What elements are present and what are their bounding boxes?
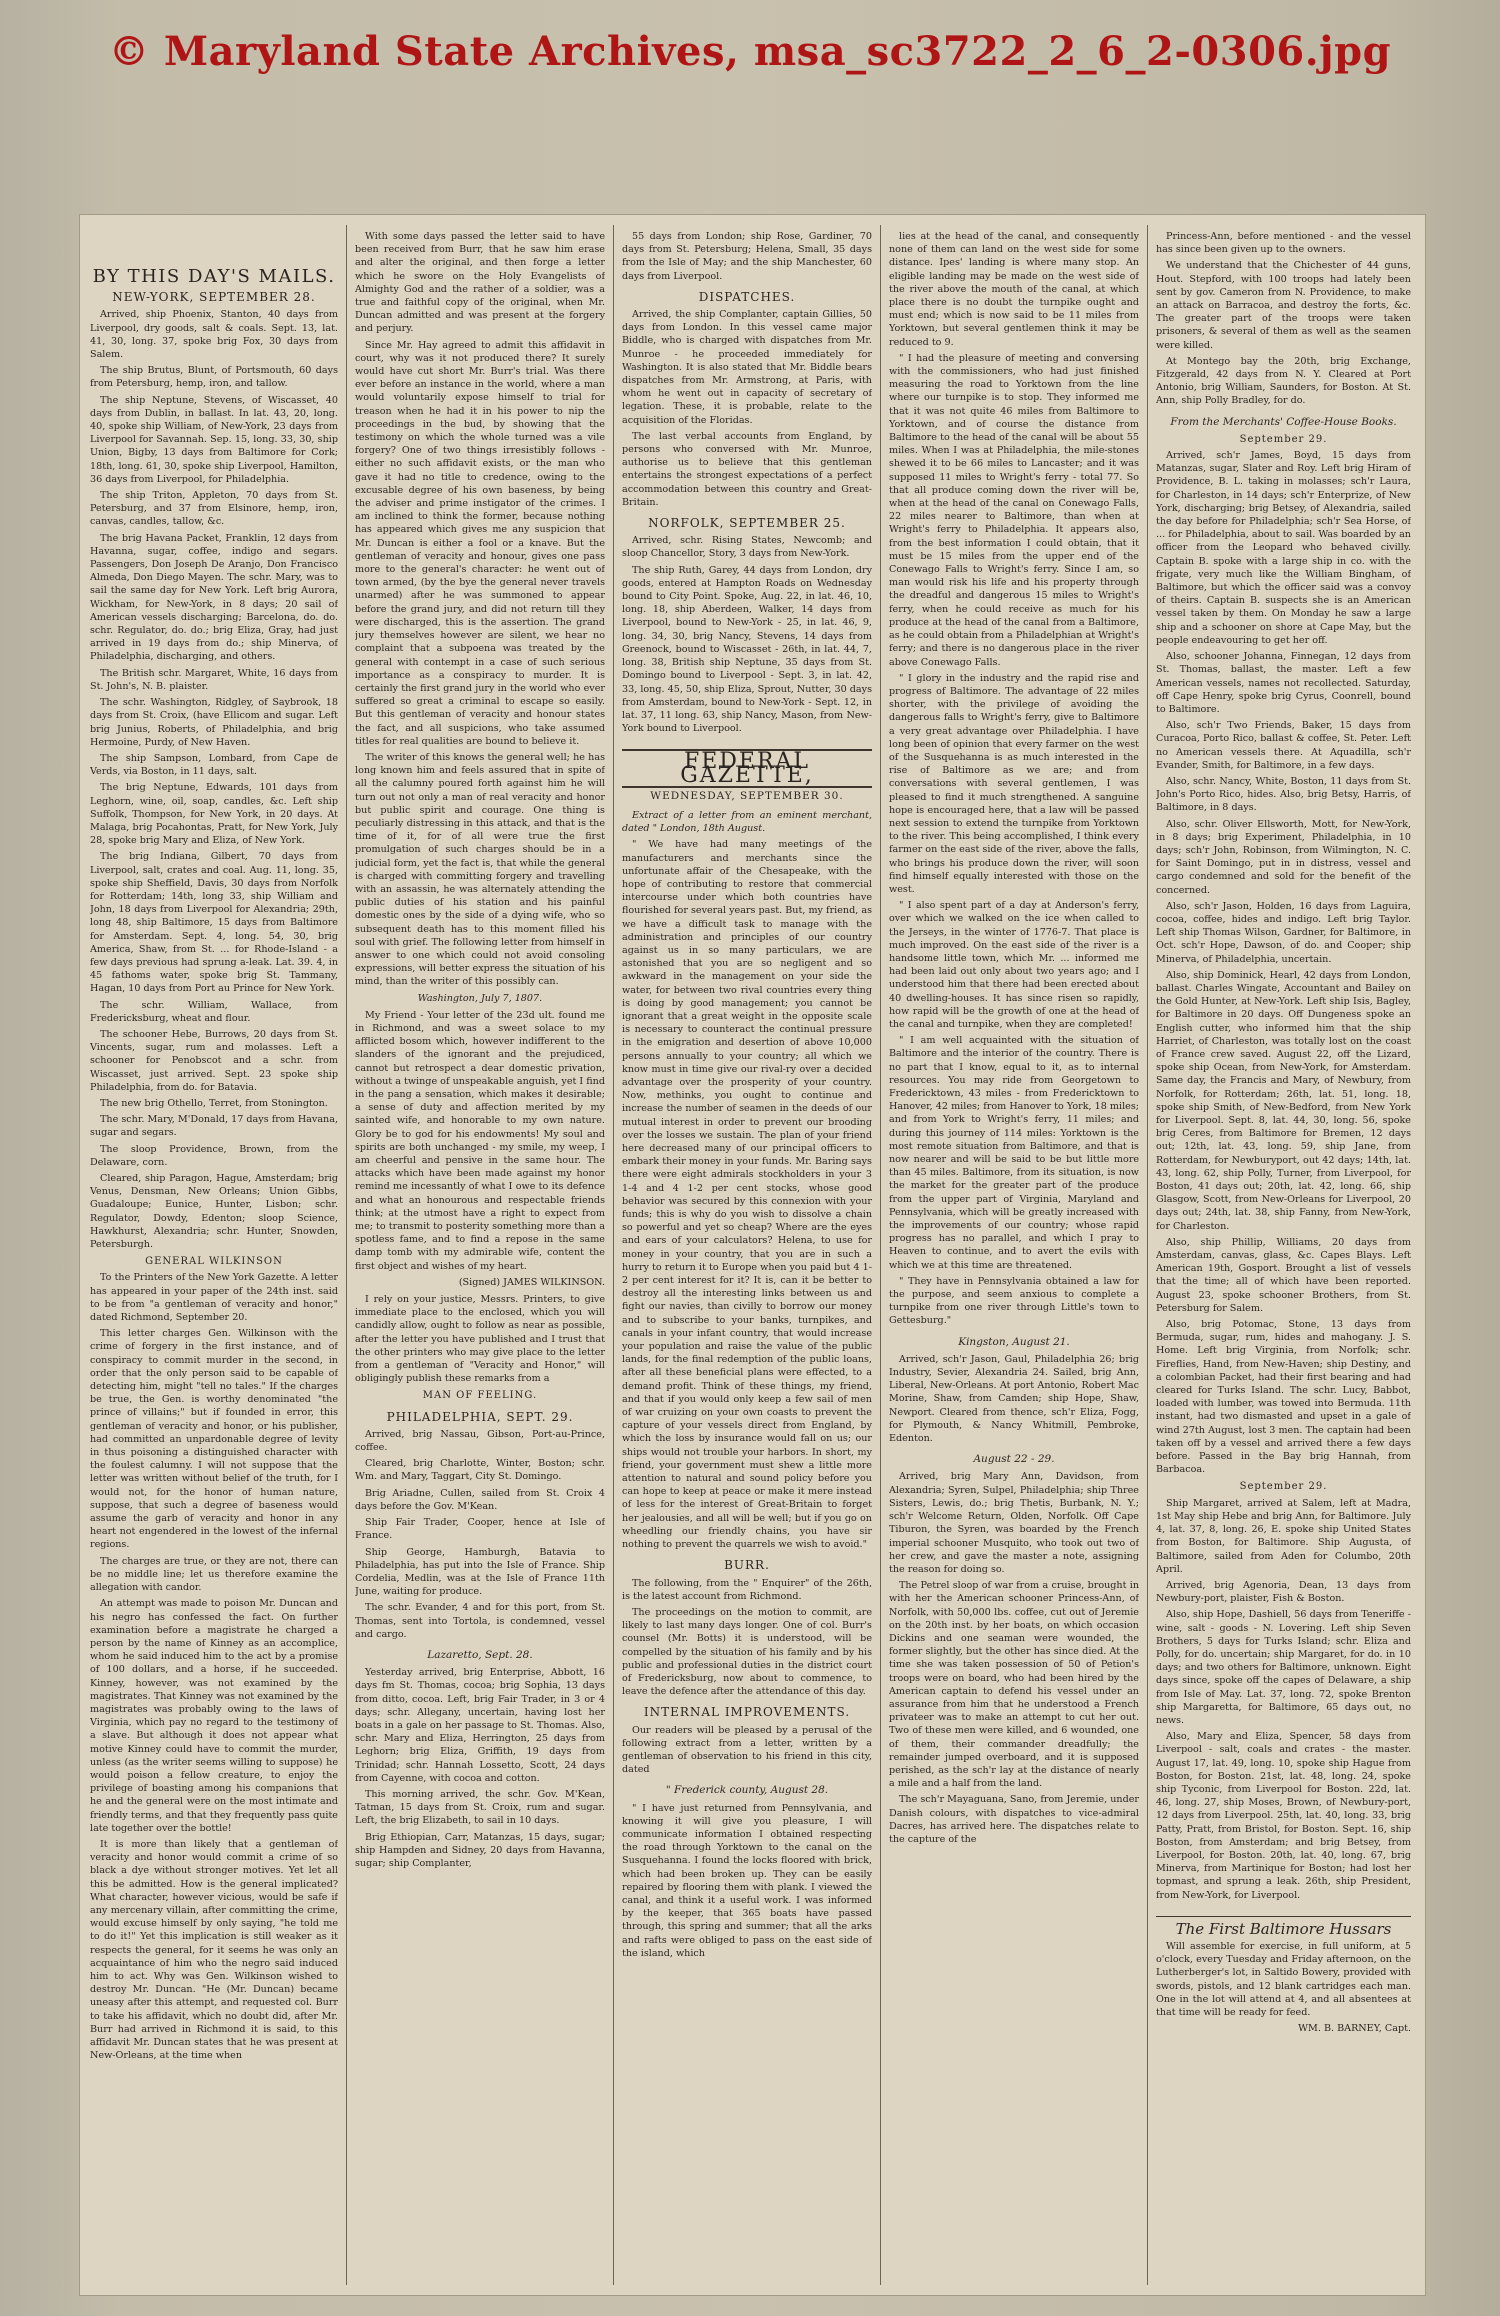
paragraph: Arrived, ship Phoenix, Stanton, 40 days from Liverpool, dry goods, salt & coals. Sept. 13, lat. 41, 30, long. 37, spoke brig Fox, 30 days from Salem. xyxy=(90,309,338,361)
paragraph: My Friend - Your letter of the 23d ult. found me in Richmond, and was a sweet solace to my afflicted bosom which, however indifferent to the slanders of the ignorant and the prejudiced, cannot but retrospect a dear domestic privation, without a twinge of unspeakable anguish, yet I find in the pang a sensation, which makes it desirable; a sense of duty and affection merited by my sainted wife, and honorable to my own nature. Glory be to god for his endowments! My soul and spirits are both unchanged - my smile, my weep, I am cheerful and pensive in the same hour. The attacks which have been made against my honor remind me incessantly of what I owe to its defence and what an honourous and respectable friends think; at the utmost have a right to expect from me; to transmit to posterity something more than a spotless fame, and to find a repose in the same damp tomb with my admirable wife, content the first object and wishes of my heart. xyxy=(355,1009,605,1272)
paragraph: Arrived, the ship Complanter, captain Gillies, 50 days from London. In this vessel came major Biddle, who is charged with dispatches from Mr. Munroe - he proceeded immediately for Washington. It is also stated that Mr. Biddle bears dispatches from Mr. Armstrong, at Paris, with whom he went out in capacity of secretary of legation. These, it is probable, relate to the acquisition of the Floridas. xyxy=(622,309,872,426)
column-rule xyxy=(613,225,614,2285)
dispatches-heading: DISPATCHES. xyxy=(698,289,796,304)
paragraph: The ship Brutus, Blunt, of Portsmouth, 60 days from Petersburg, hemp, iron, and tallow. xyxy=(90,365,338,390)
paragraph: I rely on your justice, Messrs. Printers, to give immediate place to the enclosed, which you will candidly allow, ought to follow as near as possible, after the letter you have published and I trust that the other printers who may give place to the letter from a gentleman of "Veracity and Honor," will obligingly publish these remarks from a xyxy=(355,1294,605,1385)
paragraph: Arrived, brig Mary Ann, Davidson, from Alexandria; Syren, Sulpel, Philadelphia; ship Three Sisters, Lewis, do.; brig Thetis, Burbank, N. Y.; sch'r Welcome Return, Olden, Norfolk. Off Cape Tiburon, the Syren, was boarded by the French imperial schooner Musquito, who took out two of her crew, and gave the master a note, assigning the reason for doing so. xyxy=(889,1471,1139,1575)
paragraph: Also, sch'r Jason, Holden, 16 days from Laguira, cocoa, coffee, hides and indigo. Left brig Taylor. Left ship Thomas Wilson, Gardner, for Baltimore, in Oct. sch'r Hope, Dawson, of do. and Cooper; ship Minerva, of Philadelphia, uncertain. xyxy=(1156,900,1411,965)
dateline-new-york: NEW-YORK, SEPTEMBER 28. xyxy=(112,290,316,305)
dateline-philadelphia: PHILADELPHIA, SEPT. 29. xyxy=(386,1409,574,1424)
paragraph: Brig Ethiopian, Carr, Matanzas, 15 days, sugar; ship Hampden and Sidney, 20 days from Havanna, sugar; ship Complanter, xyxy=(355,1831,605,1869)
archive-watermark: © Maryland State Archives, msa_sc3722_2_6_2-0306.jpg xyxy=(108,28,1392,75)
paragraph: The schr. Mary, M'Donald, 17 days from Havana, sugar and segars. xyxy=(90,1114,338,1139)
paragraph: Ship Margaret, arrived at Salem, left at Madra, 1st May ship Hebe and brig Ann, for Baltimore. July 4, lat. 37, 8, long. 26, E. spoke ship United States from Boston, for Baltimore. Ship Augusta, of Baltimore, sailed from Aden for Columbo, 20th April. xyxy=(1156,1497,1411,1575)
paragraph: The brig Havana Packet, Franklin, 12 days from Havanna, sugar, coffee, indigo and segars. Passengers, Don Joseph De Aranjo, Don Francisco Almeda, Don Diego Mayen. The schr. Mary, was to sail the same day for New York. Left brig Aurora, Wickham, for New-York, in 8 days; 20 sail of American vessels discharging; Barcelona, do. do. schr. Regulator, do. do.; brig Eliza, Gray, had just arrived in 19 days from do.; ship Minerva, of Philadelphia, discharging, and others. xyxy=(90,532,338,663)
paragraph: Since Mr. Hay agreed to admit this affidavit in court, why was it not produced there? It surely would have cut short Mr. Burr's trial. Was there ever before an instance in the world, where a man would voluntarily expose himself to trial for treason when he had it in his power to nip the proceedings in the bud, by showing that the testimony on which the whole turned was a vile forgery? One of two things irresistibly follows - either no such affidavit exists, or the man who gave it had no title to credence, owing to the excusable degree of his own baseness, by being the adviser and prime instigator of the crimes. I am inclined to think the former, because nothing has appeared which gives me any suspicion that Mr. Duncan is either a fool or a knave. But the gentleman of veracity and honour, gives one pass more to the general's character: he went out of town armed, (by the bye the general never travels unarmed) after he was summoned to appear before the grand jury, and did not return till they were discharged, this is the assertion. The grand jury themselves however are silent, we hear no complaint that a subpoena was treated by the general with contempt in a case of such serious importance as a conspiracy to murder. It is certainly the first grand jury in the world who ever suffered so great a criminal to escape so easily. But this gentleman of veracity and honour states the fact, and all suspicions, who take assumed titles for real qualities are bound to believe it. xyxy=(355,339,605,747)
paragraph: The ship Neptune, Stevens, of Wiscasset, 40 days from Dublin, in ballast. In lat. 43, 20, long. 40, spoke ship William, of New-York, 23 days from Liverpool for Savannah. Sep. 15, long. 33, 30, ship Union, Bigby, 13 days from Baltimore for Cork; 18th, long. 61, 30, spoke ship Liverpool, Hamilton, 36 days from Liverpool, for Philadelphia. xyxy=(90,394,338,485)
dateline-september-2: September 29. xyxy=(1239,1481,1328,1493)
paragraph: Arrived, sch'r James, Boyd, 15 days from Matanzas, sugar, Slater and Roy. Left brig Hiram of Providence, B. L. taking in molasses; sch'r Laura, for Charleston, in 14 days; sch'r Enterprize, of New York, discharging; brig Betsey, of Alexandria, sailed the day before for Philadelphia; sch'r Sea Horse, of ... for Philadelphia, about to sail. Was boarded by an officer from the Leopard who behaved civilly. Captain B. spoke with a large ship in co. with the frigate, very much like the William Bingham, of Baltimore, but which the officer said was a convoy of theirs. Captain B. suspects she is an American vessel taken by them. On Monday he saw a large ship and a schooner on shore at Cape May, but the people endeavouring to get her off. xyxy=(1156,450,1411,646)
paragraph: " I also spent part of a day at Anderson's ferry, over which we walked on the ice when called to the Jerseys, in the winter of 1776-7. That place is much improved. On the east side of the river is a handsome little town, which Mr. ... informed me had been laid out only about two years ago; and I understood him that there had been erected about 40 dwelling-houses. It has since risen so rapidly, how rapid will be the growth of one at the head of the canal and turnpike, when they are completed! xyxy=(889,900,1139,1030)
paragraph: This morning arrived, the schr. Gov. M'Kean, Tatman, 15 days from St. Croix, rum and sugar. Left, the brig Elizabeth, to sail in 10 days. xyxy=(355,1788,605,1827)
paragraph: " I had the pleasure of meeting and conversing with the commissioners, who had just finished measuring the road to Yorktown from the line where our turnpike is to stop. They informed me that it was not quite 46 miles from Baltimore to Yorktown, and of course the distance from Baltimore to the head of the canal will be about 55 miles. When I was at Philadelphia, the mile-stones shewed it to be 66 miles to Lancaster; and it was supposed 11 miles to Wright's ferry - total 77. So that all produce coming down the river will be, when at the head of the canal on Conewago Falls, 22 miles nearer to Baltimore, than when at Wright's ferry to Philadelphia. It appears also, from the best information I could obtain, that it must be 15 miles from the upper end of the Conewago Falls to Wright's ferry. Since I am, so man would risk his life and his property through the dreadful and dangerous 15 miles to Wright's ferry, when he could receive as much for his produce at the head of the canal from a Baltimore, as he could obtain from a Philadelphian at Wright's ferry; and there is no dangerous place in the river above Conewago Falls. xyxy=(889,352,1139,668)
column-1 xyxy=(90,230,338,2280)
paragraph: The ship Sampson, Lombard, from Cape de Verds, via Boston, in 11 days, salt. xyxy=(90,752,338,778)
paragraph: The proceedings on the motion to commit, are likely to last many days longer. One of col. Burr's counsel (Mr. Botts) it is understood, will be compelled by the situation of his family and by his public and professional duties in the district court of Fredericksburg, now about to commence, to leave the defence after the attendance of this day. xyxy=(622,1606,872,1698)
paragraph: The schr. William, Wallace, from Fredericksburg, wheat and flour. xyxy=(90,999,338,1024)
column-rule xyxy=(880,225,881,2285)
paragraph: The sch'r Mayaguana, Sano, from Jeremie, under Danish colours, with dispatches to vice-admiral Dacres, has arrived here. The dispatches relate to the capture of the xyxy=(889,1794,1139,1845)
gazette-date: WEDNESDAY, SEPTEMBER 30. xyxy=(650,789,844,802)
paragraph: Also, ship Dominick, Hearl, 42 days from London, ballast. Charles Wingate, Accountant and Bailey on the Gold Hunter, at New-York. Left ship Isis, Bagley, for Baltimore in 20 days. Off Dungeness spoke an English cutter, who informed him that the ship Harriet, of Charleston, was totally lost on the coast of France crew saved. August 22, off the Lizard, spoke ship Ocean, from New-York, for Amsterdam. Same day, the Francis and Mary, of Newbury, from Norfolk, for Rotterdam; 26th, lat. 51, long. 18, spoke ship Smith, of New-Bedford, from New York for Liverpool. Sept. 8, lat. 44, 30, long. 56, spoke brig Ceres, from Baltimore for Bremen, 12 days out; 12th, lat. 43, long. 59, ship Jane, from Rotterdam, for Newburyport, out 42 days; 14th, lat. 43, long. 62, ship Polly, Turner, from Liverpool, for Boston, 41 days out; 20th, lat. 42, long. 66, ship Glasgow, Scott, from New-Orleans for Liverpool, 20 days out; 24th, lat. 38, ship Fanny, from New-York, for Charleston. xyxy=(1156,969,1411,1232)
paragraph: " We have had many meetings of the manufacturers and merchants since the unfortunate affair of the Chesapeake, with the hope of contributing to restore that commercial intercourse under which both countries have flourished for several years past. But, my friend, as we have a difficult task to manage with the administration and principles of our country against us in so many particulars, we are astonished that you are so negligent and so awkward in the management on your side the water, for between two rival countries every thing is doing by good management; you cannot be ignorant that a great weight in the opposite scale is necessary to counteract the continual pressure in the emigration and desertion of above 10,000 persons annually to your country; all which we know must in time give our rival-ry over a decided advantage over the prosperity of your country. Now, methinks, you ought to continue and increase the number of seamen in the deeds of our mutual interest in order to prevent our brooding over the losses we sustain. The plan of your friend here decreased many of our principal officers to embark their money in your funds. Mr. Baring says there were eight admirals stockholders in your 3 1-4 and 4 1-2 per cent stocks, whose good behavior was secured by this connexion with your funds; this is why do you wish to dissolve a chain so powerful and yet so cheap? Where are the eyes and ears of your calculators? Helena, to use for money in your country, that you are in such a hurry to return it to Europe when you paid but 4 1-2 per cent interest for it? It is, can it be better to destroy all the interesting links between us and fight our navies, than civilly to borrow our money and to subscribe to your banks, turnpikes, and canals in your infant country, that would increase your population and raise the value of the public lands, for the final redemption of the public loans, after all these beneficial plans were effected, to a demand profit. Think of these things, my friend, and that if you would only keep a few sail of men of war cruizing on your own coasts to prevent the capture of your vessels direct from England, by which the loss by insurance would fall on us; our ships would not trouble your harbors. In short, my friend, your government must shew a little more attention to natural and sound policy before you can hope to keep at peace or make it mere instead of less for the interest of Great-Britain to forget her jealousies, and all will be well; but if you go on wheedling our friendly chains, you have sir nothing to prevent the quarrels we wish to avoid." xyxy=(622,839,872,1551)
hussars-notice-heading: The First Baltimore Hussars xyxy=(1156,1916,1411,1936)
section-subheading: GENERAL WILKINSON xyxy=(145,1256,283,1268)
paragraph: " I am well acquainted with the situation of Baltimore and the interior of the country. There is no part that I know, equal to it, as to internal resources. You may ride from Georgetown to Fredericktown, 43 miles - from Fredericktown to Hanover, 42 miles; from Hanover to York, 18 miles; and from York to Wright's ferry, 11 miles; and during this journey of 114 miles: Yorktown is the most remote situation from Baltimore, and that is now nearer and will be said to be but little more than 45 miles. Baltimore, from its situation, is now the market for the greater part of the produce from the upper part of Virginia, Maryland and Pennsylvania, which will be greatly increased with the improvements of our country; whose rapid progress has no parallel, and which I pray to Heaven to continue, and to avert the evils with which we at this time are threatened. xyxy=(889,1035,1139,1271)
paragraph: " They have in Pennsylvania obtained a law for the purpose, and seem anxious to complete a turnpike from one river through Little's town to Gettesburg." xyxy=(889,1275,1139,1327)
dateline-august: August 22 - 29. xyxy=(973,1453,1055,1466)
paragraph: The writer of this knows the general well; he has long known him and feels assured that in spite of all the calumny poured forth against him he will turn out not only a man of real veracity and honor but public spirit and courage. One thing is peculiarly distressing in this attack, and that is the time of it, for of all were true the first promulgation of such charges should be in a judicial form, yet the fact is, that while the general is charged with committing forgery and travelling with an assassin, he was alternately attending the public duties of his station and his painful domestic ones by the side of a dying wife, who so subsequent death has to this moment filled his soul with grief. The following letter from himself in answer to one which could not avoid consoling expressions, will better express the situation of his mind, than the writer of this possibly can. xyxy=(355,751,605,988)
paragraph: Our readers will be pleased by a perusal of the following extract from a letter, written by a gentleman of observation to his friend in this city, dated xyxy=(622,1724,872,1776)
paragraph: The Petrel sloop of war from a cruise, brought in with her the American schooner Princess-Ann, of Norfolk, with 50,000 lbs. coffee, cut out of Jeremie on the 20th inst. by her boats, on which occasion Dickins and one seaman were wounded, the former slightly, but the other has since died. At the time she was taken possession of 50 of Petion's troops were on board, who had been hired by the American captain to defend his vessel under an assurance from him that he understood a French privateer was to make an attempt to cut her out. Two of these men were killed, and 6 wounded, one of them, their commander dreadfully; the remainder jumped overboard, and it is supposed perished, as the sch'r lay at the distance of nearly a mile and a half from the land. xyxy=(889,1580,1139,1790)
paragraph: The last verbal accounts from England, by persons who conversed with Mr. Munroe, authorise us to believe that this gentleman entertains the strongest expectations of a perfect accommodation between this country and Great-Britain. xyxy=(622,430,872,508)
paragraph: Also, ship Hope, Dashiell, 56 days from Teneriffe - wine, salt - goods - N. Lovering. Left ship Seven Brothers, 5 days for Turks Island; schr. Eliza and Polly, for do. uncertain; ship Margaret, for do. in 10 days; and two others for Baltimore, unknown. Eight days since, spoke off the capes of Delaware, a ship from Isle of May. Lat. 37, long. 72, spoke Brenton ship Margaretta, for Baltimore, 65 days out, no news. xyxy=(1156,1609,1411,1726)
paragraph: Brig Ariadne, Cullen, sailed from St. Croix 4 days before the Gov. M'Kean. xyxy=(355,1487,605,1512)
paragraph: The ship Triton, Appleton, 70 days from St. Petersburg, and 37 from Elsinore, hemp, iron, canvas, candles, tallow, &c. xyxy=(90,490,338,528)
paragraph: " I have just returned from Pennsylvania, and knowing it will give you pleasure, I will communicate information I obtained respecting the road through Yorktown to the canal on the Susquehanna. I found the locks floored with brick, which had been broken up. They can be easily repaired by flooring them with plank. I viewed the canal, and think it a useful work. I was informed by the keeper, that 365 boats have passed through, this spring and summer; that all the arks and rafts were obliged to pass on the east side of the island, which xyxy=(622,1802,872,1959)
signature-barney: WM. B. BARNEY, Capt. xyxy=(1298,2023,1411,2035)
column-3 xyxy=(622,230,872,2280)
paragraph: Arrived, sch'r Jason, Gaul, Philadelphia 26; brig Industry, Sevier, Alexandria 24. Sailed, brig Ann, Liberal, New-Orleans. At port Antonio, Robert Mac Morine, Shaw, from Camden; ship Hope, Shaw, Newport. Cleared from thence, sch'r Eliza, Fogg, for Plymouth, & Nancy Whitmill, Pembroke, Edenton. xyxy=(889,1353,1139,1445)
paragraph: The following, from the " Enquirer" of the 26th, is the latest account from Richmond. xyxy=(622,1577,872,1602)
paragraph: " I glory in the industry and the rapid rise and progress of Baltimore. The advantage of 22 miles shorter, with the privilege of avoiding the dangerous falls to Wright's ferry, give to Baltimore a very great advantage over Philadelphia. I have long been of opinion that every farmer on the west of the Susquehanna is as much interested in the rise of Baltimore as we are; and from conversations with several gentlemen, I was pleased to find it much strengthened. A sanguine hope is encouraged here, that a law will be passed next session to extend the turnpike from Yorktown to the river. This being accomplished, I think every farmer on the east side of the river, above the falls, who brings his produce down the river, will soon find himself equally interested with those on the west. xyxy=(889,672,1139,895)
paragraph: Also, sch'r Two Friends, Baker, 15 days from Curacoa, Porto Rico, ballast & coffee, St. Peter. Left no American vessels there. At Aquadilla, sch'r Evander, Smith, for Baltimore, in a few days. xyxy=(1156,720,1411,771)
newspaper-page xyxy=(80,215,1425,2295)
paragraph: Arrived, brig Nassau, Gibson, Port-au-Prince, coffee. xyxy=(355,1428,605,1454)
burr-heading: BURR. xyxy=(724,1558,770,1573)
paragraph: Ship George, Hamburgh, Batavia to Philadelphia, has put into the Isle of France. Ship Cordelia, Medlin, was at the Isle of France 11th June, waiting for produce. xyxy=(355,1546,605,1598)
paragraph: The ship Ruth, Garey, 44 days from London, dry goods, entered at Hampton Roads on Wednesday bound to City Point. Spoke, Aug. 22, in lat. 46, 10, long. 18, ship Aberdeen, Walker, 14 days from Liverpool, bound to New-York - 25, in lat. 46, 9, long. 34, 30, brig Nancy, Stevens, 14 days from Greenock, bound to Wiscasset - 26th, in lat. 44, 7, long. 38, British ship Neptune, 35 days from St. Domingo bound to Liverpool - Sept. 3, in lat. 42, 33, long. 45, 50, ship Eliza, Sprout, Nutter, 30 days from Amsterdam, bound to New-York - Sept. 12, in lat. 37, 11 long. 63, ship Nancy, Mason, from New-York bound to Liverpool. xyxy=(622,564,872,735)
paragraph: Princess-Ann, before mentioned - and the vessel has since been given up to the owners. xyxy=(1156,231,1411,256)
paragraph: The sloop Providence, Brown, from the Delaware, corn. xyxy=(90,1143,338,1168)
paragraph: The new brig Othello, Terret, from Stonington. xyxy=(100,1097,328,1109)
dateline-norfolk: NORFOLK, SEPTEMBER 25. xyxy=(648,516,846,531)
dateline-frederick: " Frederick county, August 28. xyxy=(665,1784,829,1797)
column-2 xyxy=(355,230,605,2280)
column-5 xyxy=(1156,230,1411,2280)
federal-gazette-masthead: FEDERAL GAZETTE, xyxy=(622,749,872,787)
dateline-september: September 29. xyxy=(1239,433,1328,445)
paragraph: The schr. Evander, 4 and for this port, from St. Thomas, sent into Tortola, is condemned, vessel and cargo. xyxy=(355,1602,605,1640)
paragraph: Arrived, schr. Rising States, Newcomb; and sloop Chancellor, Story, 3 days from New-York. xyxy=(622,535,872,560)
paragraph: lies at the head of the canal, and consequently none of them can land on the west side for some distance. Ipes' landing is where many stop. An eligible landing may be made on the west side of the river above the mouth of the canal, at which place there is no doubt the turnpike ought and must end; which is now said to be 11 miles from Yorktown, but several gentlemen think it may be reduced to 9. xyxy=(889,231,1139,348)
signature-wilkinson: (Signed) JAMES WILKINSON. xyxy=(458,1276,605,1288)
internal-improvements-heading: INTERNAL IMPROVEMENTS. xyxy=(643,1705,851,1720)
paragraph: The British schr. Margaret, White, 16 days from St. John's, N. B. plaister. xyxy=(90,667,338,692)
column-4 xyxy=(889,230,1139,2280)
paragraph: The schr. Washington, Ridgley, of Saybrook, 18 days from St. Croix, (have Ellicom and sugar. Left brig Junius, Roberts, of Philadelphia, and brig Hermoine, Purdy, of New Haven. xyxy=(90,697,338,748)
paragraph: The charges are true, or they are not, there can be no middle line; let us therefore examine the allegation with candor. xyxy=(90,1555,338,1594)
paragraph: Extract of a letter from an eminent merchant, dated " London, 18th August. xyxy=(622,809,872,835)
paragraph: The brig Indiana, Gilbert, 70 days from Liverpool, salt, crates and coal. Aug. 11, long. 35, spoke ship Sheffield, Davis, 30 days from Norfolk for Rotterdam; 14th, long 33, ship William and John, 18 days from Liverpool for Alexandria; 29th, long 48, ship Baltimore, 15 days from Baltimore for Amsterdam. Sept. 4, long. 54, 30, brig America, Shaw, from St. ... for Rhode-Island - a few days previous had sprung a-leak. Lat. 39. 4, in 45 fathoms water, spoke brig St. Tammany, Hagan, 10 days from Port au Prince for New York. xyxy=(90,851,338,995)
dateline-lazaretto: Lazaretto, Sept. 28. xyxy=(427,1648,533,1661)
paragraph: The schooner Hebe, Burrows, 20 days from St. Vincents, sugar, rum and molasses. Left a schooner for Penobscot and a schr. from Wiscasset, just arrived. Sept. 23 spoke ship Philadelphia, from do. for Batavia. xyxy=(90,1028,338,1093)
paragraph: An attempt was made to poison Mr. Duncan and his negro has confessed the fact. On further examination before a magistrate he charged a person by the name of Kinney as an accomplice, whom he said induced him to the act by a promise of 100 dollars, and a horse, if he succeeded. Kinney, however, was not examined by the magistrates. That Kinney was not examined by the magistrates was probably owing to the laws of Virginia, which pay no regard to the testimony of a slave. But although it does not appear what motive Kinney could have to commit the murder, unless (as the writer seems willing to suppose) he would poison a fellow creature, to enjoy the privilege of boasting among his companions that he and the general were on the most intimate and friendly terms, and that they frequently pass quite late together over the bottle! xyxy=(90,1598,338,1834)
coffee-house-heading: From the Merchants' Coffee-House Books. xyxy=(1170,415,1397,428)
dateline-kingston: Kingston, August 21. xyxy=(958,1335,1070,1348)
paragraph: Ship Fair Trader, Cooper, hence at Isle of France. xyxy=(355,1517,605,1542)
paragraph: Also, ship Phillip, Williams, 20 days from Amsterdam, canvas, glass, &c. Capes Blays. Left American 19th, Gosport. Brought a list of vessels that the time; all of which have been reported. August 23, spoke schooner Brothers, from St. Petersburg for Salem. xyxy=(1156,1236,1411,1314)
paragraph: Cleared, brig Charlotte, Winter, Boston; schr. Wm. and Mary, Taggart, City St. Domingo. xyxy=(355,1458,605,1483)
paragraph: Will assemble for exercise, in full uniform, at 5 o'clock, every Tuesday and Friday afternoon, on the Lutherberger's lot, in Saltido Bowery, provided with swords, pistols, and 12 blank cartridges each man. One in the lot will attend at 4, and all absentees at that time will be ready for feed. xyxy=(1156,1940,1411,2018)
paragraph: With some days passed the letter said to have been received from Burr, that he saw him erase and alter the original, and then forge a letter which he swore on the Holy Evangelists of Almighty God and the rather of a soldier, was a true and faithful copy of the original, when Mr. Duncan admitted and was present at the forgery and perjury. xyxy=(355,231,605,335)
paragraph: This letter charges Gen. Wilkinson with the crime of forgery in the first instance, and of conspiracy to commit murder in the second, in order that the only person said to be capable of detecting him, might "tell no tales." If the charges be true, the Gen. is worthy denominated "the prince of villains;" but if founded in error, this gentleman of veracity and honor, or his publisher, had committed an unpardonable degree of levity in thus poisoning a distinguished character with the foulest calumny. I will not suppose that the letter was written without belief of the truth, for I would not, for the honor of human nature, suppose, that such a degree of baseness would assume the garb of veracity and honor in any heart not engendered in the lowest of the infernal regions. xyxy=(90,1328,338,1551)
paragraph: Also, schr. Nancy, White, Boston, 11 days from St. John's Porto Rico, hides. Also, brig Betsy, Harris, of Baltimore, in 8 days. xyxy=(1156,775,1411,814)
paragraph: Also, Mary and Eliza, Spencer, 58 days from Liverpool - salt, coals and crates - the master. August 17, lat. 49, long. 10, spoke ship Hague from Boston, for Boston. 21st, lat. 48, long. 24, spoke ship Tyconic, from Liverpool for Boston. 22d, lat. 46, long. 27, ship Moses, Brown, of Newbury-port, 12 days from Liverpool. 25th, lat. 40, long. 33, brig Patty, Pratt, from Bristol, for Boston. Sept. 16, ship Boston, from Amsterdam; and brig Betsey, from Liverpool, for Boston. 20th, lat. 40, long. 67, brig Minerva, from Martinique for Boston; had lost her topmast, and sprung a leak. 26th, ship President, from New-York, for Liverpool. xyxy=(1156,1731,1411,1901)
paragraph: Also, brig Potomac, Stone, 13 days from Bermuda, sugar, rum, hides and mahogany. J. S. Home. Left brig Virginia, from Norfolk; schr. Fireflies, Hand, from New-Haven; ship Destiny, and a colombian Packet, had their first bearing and had cleared for Turks Island. The schr. Lucy, Babbot, loaded with lumber, was towed into Bermuda. 11th instant, had two dismasted and upset in a gale of wind 27th August, lost 3 men. The captain had been taken off by a vessel and arrived there a few days before. Passed in the Bay brig Hannah, from Barbacoa. xyxy=(1156,1319,1411,1476)
mails-heading: BY THIS DAY'S MAILS. xyxy=(92,266,336,287)
column-rule xyxy=(346,225,347,2285)
paragraph: To the Printers of the New York Gazette. A letter has appeared in your paper of the 24th inst. said to be from "a gentleman of veracity and honor," dated Richmond, September 20. xyxy=(90,1272,338,1324)
paragraph: At Montego bay the 20th, brig Exchange, Fitzgerald, 42 days from N. Y. Cleared at Port Antonio, brig William, Saunders, for Boston. At St. Ann, ship Polly Bradley, for do. xyxy=(1156,355,1411,407)
paragraph: 55 days from London; ship Rose, Gardiner, 70 days from St. Petersburg; Helena, Small, 35 days from the Isle of May; and the ship Manchester, 60 days from Liverpool. xyxy=(622,231,872,282)
paragraph: We understand that the Chichester of 44 guns, Hout. Stepford, with 100 troops had lately been sent by gov. Cameron from N. Providence, to make an attack on Barracoa, and destroy the forts, &c. The greater part of the troops were taken prisoners, & several of them as well as the seamen were killed. xyxy=(1156,260,1411,351)
paragraph: The brig Neptune, Edwards, 101 days from Leghorn, wine, oil, soap, candles, &c. Left ship Suffolk, Thompson, for New York, in 20 days. At Malaga, brig Pocahontas, Pratt, for New York, July 28, spoke brig Mary and Eliza, of New York. xyxy=(90,782,338,847)
column-rule xyxy=(1147,225,1148,2285)
section-subheading: MAN OF FEELING. xyxy=(422,1390,538,1402)
paragraph: It is more than likely that a gentleman of veracity and honor would commit a crime of so black a dye without stronger motives. Yet let all this be admitted. How is the general implicated? What character, however vicious, would be safe if any mercenary villain, after committing the crime, would excuse himself by only saying, "he told me to do it!" Yet this implication is still weaker as it respects the general, for it seems he was only an acquaintance of him who the negro said induced him to act. Why was Gen. Wilkinson wished to destroy Mr. Duncan. "He (Mr. Duncan) became uneasy after this attempt, and requested col. Burr to take his affidavit, which no doubt did, after Mr. Burr had arrived in Richmond it is said, to this affidavit Mr. Duncan states that he was present at New-Orleans, at the time when xyxy=(90,1838,338,2062)
dateline-washington: Washington, July 7, 1807. xyxy=(417,992,543,1004)
paragraph: Also, schr. Oliver Ellsworth, Mott, for New-York, in 8 days; brig Experiment, Philadelphia, in 10 days; sch'r John, Robinson, from Wilmington, N. C. for Saint Domingo, put in in distress, vessel and cargo condemned and sold for the benefit of the concerned. xyxy=(1156,818,1411,896)
paragraph: Arrived, brig Agenoria, Dean, 13 days from Newbury-port, plaister, Fish & Boston. xyxy=(1156,1579,1411,1605)
paragraph: Cleared, ship Paragon, Hague, Amsterdam; brig Venus, Densman, New Orleans; Union Gibbs, Guadaloupe; Eunice, Hunter, Lisbon; schr. Regulator, Dowdy, Edenton; sloop Science, Hawkhurst, Alexandria; schr. Hunter, Snowden, Petersburgh. xyxy=(90,1173,338,1251)
paragraph: Yesterday arrived, brig Enterprise, Abbott, 16 days fm St. Thomas, cocoa; brig Sophia, 13 days from ditto, cocoa. Left, brig Fair Trader, in 3 or 4 days; schr. Allegany, uncertain, having lost her boats in a gale on her passage to St. Thomas. Also, schr. Mary and Eliza, Herrington, 25 days from Leghorn; brig Eliza, Griffith, 19 days from Trinidad; schr. Hannah Lossetto, Scott, 24 days from Cayenne, with cocoa and cotton. xyxy=(355,1667,605,1784)
paragraph: Also, schooner Johanna, Finnegan, 12 days from St. Thomas, ballast, the master. Left a few American vessels, names not recollected. Saturday, off Cape Henry, spoke brig Cyrus, Coonrell, bound to Baltimore. xyxy=(1156,651,1411,715)
